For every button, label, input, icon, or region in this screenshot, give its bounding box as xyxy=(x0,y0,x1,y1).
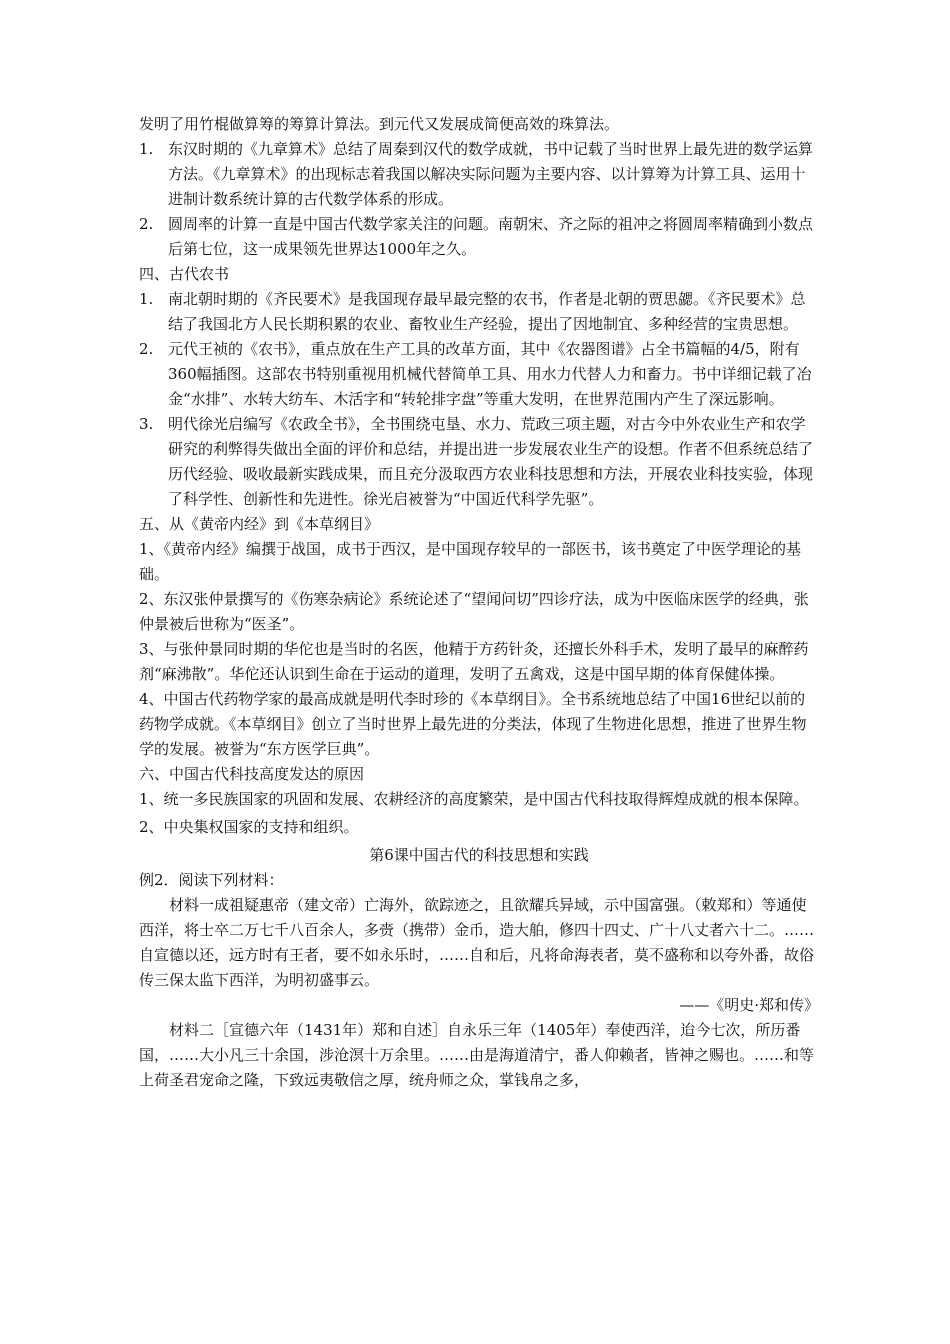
example-label: 例2．阅读下列材料： xyxy=(139,871,284,889)
list-text: 东汉时期的《九章算术》总结了周秦到汉代的数学成就，书中记载了当时世界上最先进的数学运算方法。《九章算术》的出现标志着我国以解决实际问题为主要内容、以计算筹为计算工具、运用十进制计数系统计算的古代数学体系的形成。 xyxy=(168,140,814,208)
list-text: 南北朝时期的《齐民要术》是我国现存最早最完整的农书，作者是北朝的贾思勰。《齐民要术》总结了我国北方人民长期积累的农业、畜牧业生产经验，提出了因地制宜、多种经营的宝贵思想。 xyxy=(168,290,806,333)
list-number: 1. xyxy=(139,290,154,308)
list-item xyxy=(139,337,819,412)
material-one: 材料一成祖疑惠帝（建文帝）亡海外，欲踪迹之，且欲耀兵异域，示中国富强。（敕郑和）等通使西洋，将士卒二万七千八百余人，多赍（携带）金币，造大舶，修四十四丈、广十八丈者六十二。……自宣德以还，远方时有王者，要不如永乐时，……自和后，凡将命海表者，莫不盛称和以夸外番，故俗传三保太监下西洋，为明初盛事云。 xyxy=(139,896,815,989)
section-heading-5: 五、从《黄帝内经》到《本草纲目》 xyxy=(139,515,380,533)
reason-paragraph-2: 2、中央集权国家的支持和组织。 xyxy=(139,818,359,836)
list-number: 2. xyxy=(139,215,154,233)
list-item xyxy=(139,412,819,512)
list-text: 圆周率的计算一直是中国古代数学家关注的问题。南朝宋、齐之际的祖冲之将圆周率精确到小数点后第七位，这一成果领先世界达1000年之久。 xyxy=(168,215,814,258)
list-item xyxy=(139,137,819,212)
list-text: 元代王祯的《农书》，重点放在生产工具的改革方面，其中《农器图谱》占全书篇幅的4/5，附有360幅插图。这部农书特别重视用机械代替简单工具、用水力代替人力和畜力。书中详细记载了冶金“水排”、水转大纺车、木活字和“转轮排字盘”等重大发明，在世界范围内产生了深远影响。 xyxy=(168,340,812,408)
list-number: 2. xyxy=(139,340,154,358)
list-number: 3. xyxy=(139,415,154,433)
document-page xyxy=(139,112,819,1093)
reason-paragraph-1: 1、统一多民族国家的巩固和发展、农耕经济的高度繁荣，是中国古代科技取得辉煌成就的根本保障。 xyxy=(139,790,809,808)
medicine-paragraph-3: 3、与张仲景同时期的华佗也是当时的名医，他精于方药针灸，还擅长外科手术，发明了最早的麻醉药剂“麻沸散”。华佗还认识到生命在于运动的道理，发明了五禽戏，这是中国早期的体育保健体操。 xyxy=(139,640,809,683)
medicine-paragraph-2: 2、东汉张仲景撰写的《伤寒杂病论》系统论述了“望闻问切”四诊疗法，成为中医临床医学的经典，张仲景被后世称为“医圣”。 xyxy=(139,590,809,633)
lesson-title: 第6课中国古代的科技思想和实践 xyxy=(369,846,589,864)
list-item xyxy=(139,287,819,337)
medicine-paragraph-1: 1、《黄帝内经》编撰于战国，成书于西汉，是中国现存较早的一部医书，该书奠定了中医学理论的基础。 xyxy=(139,540,802,583)
section-heading-6: 六、中国古代科技高度发达的原因 xyxy=(139,765,365,783)
list-item xyxy=(139,212,819,262)
intro-paragraph: 发明了用竹棍做算筹的筹算计算法。到元代又发展成简便高效的珠算法。 xyxy=(139,115,620,133)
medicine-paragraph-4: 4、中国古代药物学家的最高成就是明代李时珍的《本草纲目》。全书系统地总结了中国16世纪以前的药物学成就。《本草纲目》创立了当时世界上最先进的分类法，体现了生物进化思想，推进了世界生物学的发展。被誉为“东方医学巨典”。 xyxy=(139,690,807,758)
list-text: 明代徐光启编写《农政全书》，全书围绕屯垦、水力、荒政三项主题，对古今中外农业生产和农学研究的利弊得失做出全面的评价和总结，并提出进一步发展农业生产的设想。作者不但系统总结了历代经验、吸收最新实践成果，而且充分汲取西方农业科技思想和方法，开展农业科技实验，体现了科学性、创新性和先进性。徐光启被誉为“中国近代科学先驱”。 xyxy=(168,415,814,508)
list-number: 1. xyxy=(139,140,154,158)
section-heading-4: 四、古代农书 xyxy=(139,265,230,283)
material-two: 材料二［宣德六年（1431年）郑和自述］自永乐三年（1405年）奉使西洋，迨今七次，所历番国，……大小凡三十余国，涉沧溟十万余里。……由是海道清宁，番人仰赖者，皆神之赐也。……和等上荷圣君宠命之隆，下致远夷敬信之厚，统舟师之众，掌钱帛之多， xyxy=(139,1021,815,1089)
material-one-source: ——《明史·郑和传》 xyxy=(679,996,819,1014)
